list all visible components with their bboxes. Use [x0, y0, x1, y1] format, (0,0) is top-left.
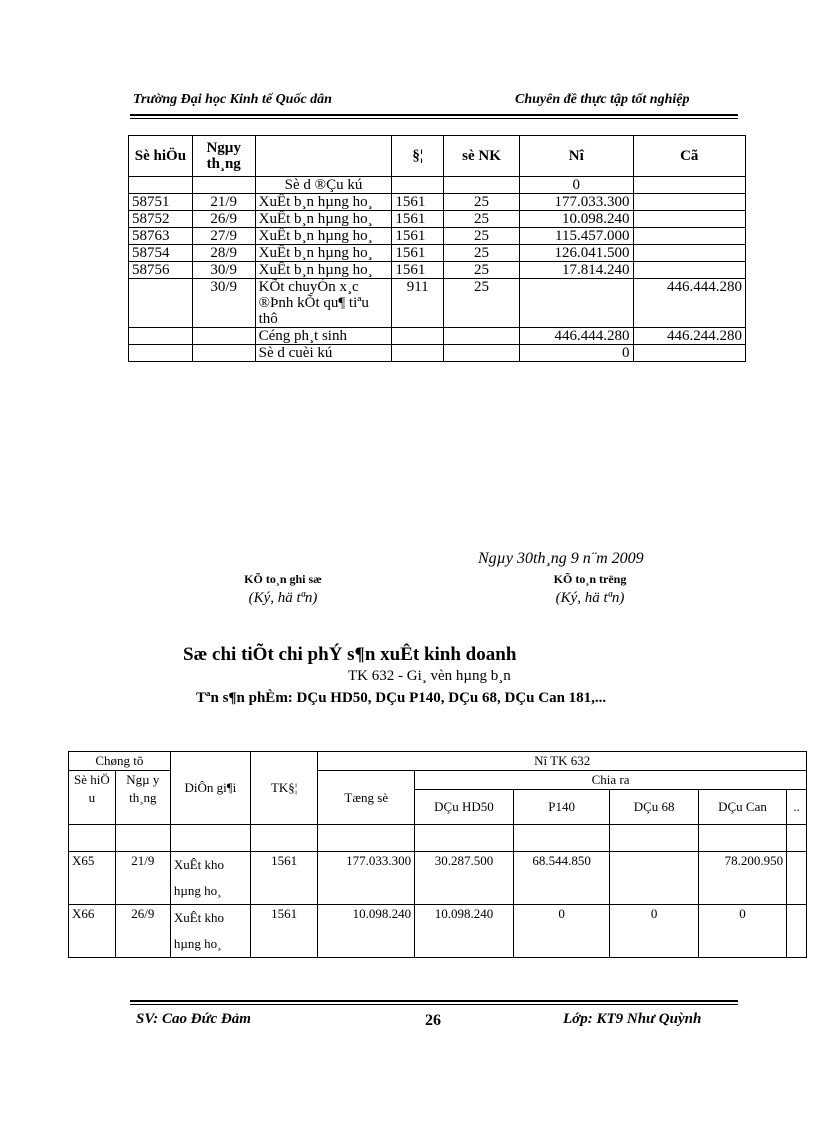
header-rule [130, 114, 738, 116]
table-row [129, 345, 746, 362]
cell [633, 262, 746, 279]
head-no: Nî TK 632 [318, 752, 807, 771]
ledger-table [128, 135, 746, 362]
head-chung-tu: Chøng tõ [69, 752, 171, 771]
col-no: Nî [520, 136, 633, 177]
table-row [129, 228, 746, 245]
cell: Céng ph¸t sinh [255, 328, 392, 345]
cell: 78.200.950 [698, 852, 786, 905]
head-ngay: Ngµ y th¸ng [115, 771, 170, 825]
cell [633, 177, 746, 194]
cell: XuÊt b¸n hµng ho¸ [255, 262, 392, 279]
cell [415, 825, 514, 852]
cell: 1561 [392, 211, 444, 228]
cell: 177.033.300 [520, 194, 633, 211]
cell: 126.041.500 [520, 245, 633, 262]
head-so-hieu: Sè hiÖ u [69, 771, 116, 825]
cell: XuÊt kho hµng ho¸ [170, 905, 250, 958]
cell: 1561 [392, 262, 444, 279]
table-row [69, 905, 807, 958]
signature-right-note: (Ký, hä tªn) [555, 590, 625, 606]
cell [129, 177, 193, 194]
cell: 0 [520, 177, 633, 194]
cell: XuÊt b¸n hµng ho¸ [255, 228, 392, 245]
cell [633, 194, 746, 211]
cell: 26/9 [115, 905, 170, 958]
table-row [129, 211, 746, 228]
cell: 25 [444, 262, 520, 279]
cell: 10.098.240 [520, 211, 633, 228]
cell [129, 345, 193, 362]
section-product: Tªn s¶n phÈm: DÇu HD50, DÇu P140, DÇu 68, DÇu Can 181,... [196, 690, 607, 706]
cell [392, 345, 444, 362]
cell: 30/9 [192, 279, 255, 328]
cell: 10.098.240 [415, 905, 514, 958]
cell: 26/9 [192, 211, 255, 228]
cell [633, 211, 746, 228]
signature-date: Ngµy 30th¸ng 9 n¨m 2009 [478, 550, 644, 567]
cell: XuÊt b¸n hµng ho¸ [255, 245, 392, 262]
cell: XuÊt kho hµng ho¸ [170, 852, 250, 905]
cell: 28/9 [192, 245, 255, 262]
signature-left-title: KÕ to¸n ghi sæ [244, 572, 322, 586]
cell: 0 [513, 905, 610, 958]
col-so-nk: sè NK [444, 136, 520, 177]
cell [633, 345, 746, 362]
table-row [129, 262, 746, 279]
footer-rule-thin [130, 1004, 738, 1005]
head-tong: Tæng sè [318, 771, 415, 825]
cell: 25 [444, 245, 520, 262]
table-row [129, 177, 746, 194]
cell [250, 825, 318, 852]
footer-rule [130, 1000, 738, 1002]
cell [392, 328, 444, 345]
cell [192, 177, 255, 194]
signature-right-title: KÕ to¸n trëng [553, 572, 627, 586]
table-row [129, 194, 746, 211]
table-row [129, 328, 746, 345]
cell: 58751 [129, 194, 193, 211]
cell: 1561 [250, 905, 318, 958]
cell: 177.033.300 [318, 852, 415, 905]
cell: 25 [444, 279, 520, 328]
cell: Sè d ®Çu kú [255, 177, 392, 194]
cell [787, 825, 807, 852]
cell: 446.444.280 [633, 279, 746, 328]
cell [444, 345, 520, 362]
cell: 30.287.500 [415, 852, 514, 905]
head-dau68: DÇu 68 [610, 790, 698, 825]
table-row [69, 852, 807, 905]
cell [192, 345, 255, 362]
cell: 58763 [129, 228, 193, 245]
cell [392, 177, 444, 194]
cell: Sè d cuèi kú [255, 345, 392, 362]
cell [610, 852, 698, 905]
cell: 0 [610, 905, 698, 958]
cell: 911 [392, 279, 444, 328]
header-school: Trường Đại học Kinh tế Quốc dân [133, 92, 332, 107]
header-topic: Chuyên đề thực tập tốt nghiệp [515, 92, 690, 107]
ledger-header-row [129, 136, 746, 177]
cell [444, 177, 520, 194]
section-title: Sæ chi tiÕt chi phÝ s¶n xuÊt kinh doanh [183, 644, 517, 665]
head-dien-giai: DiÔn gi¶i [170, 752, 250, 825]
table-row [129, 279, 746, 328]
cell: 25 [444, 228, 520, 245]
header-rule-thin [130, 118, 738, 119]
cell [129, 328, 193, 345]
cell: 25 [444, 194, 520, 211]
head-can: DÇu Can [698, 790, 786, 825]
cell [610, 825, 698, 852]
col-so-hieu: Sè hiÖu [129, 136, 193, 177]
cell [318, 825, 415, 852]
cell: 115.457.000 [520, 228, 633, 245]
cell: 21/9 [192, 194, 255, 211]
cell [69, 825, 116, 852]
cell: 58754 [129, 245, 193, 262]
cell: 1561 [392, 228, 444, 245]
cell [787, 905, 807, 958]
footer-class: Lớp: KT9 Như Quỳnh [563, 1011, 702, 1027]
cell [520, 279, 633, 328]
cell: 0 [698, 905, 786, 958]
cell: 68.544.850 [513, 852, 610, 905]
cell: 25 [444, 211, 520, 228]
detail-spacer-row [69, 825, 807, 852]
cell: 1561 [392, 194, 444, 211]
cell [787, 852, 807, 905]
cell: 17.814.240 [520, 262, 633, 279]
head-more: .. [787, 790, 807, 825]
section-subtitle: TK 632 - Gi¸ vèn hµng b¸n [348, 668, 511, 684]
cell [513, 825, 610, 852]
cell [170, 825, 250, 852]
cell [444, 328, 520, 345]
cell: 1561 [392, 245, 444, 262]
cell: XuÊt b¸n hµng ho¸ [255, 194, 392, 211]
cell: 446.444.280 [520, 328, 633, 345]
cell: 446.244.280 [633, 328, 746, 345]
cell: 30/9 [192, 262, 255, 279]
col-ngay: Ngµy th¸ng [192, 136, 255, 177]
cell: 58752 [129, 211, 193, 228]
cell [698, 825, 786, 852]
cell: 58756 [129, 262, 193, 279]
cell: 10.098.240 [318, 905, 415, 958]
cell: 1561 [250, 852, 318, 905]
cell: X65 [69, 852, 116, 905]
cell [633, 245, 746, 262]
signature-left-note: (Ký, hä tªn) [248, 590, 318, 606]
cell [192, 328, 255, 345]
col-dien-giai [255, 136, 392, 177]
head-chia-ra: Chia ra [415, 771, 807, 790]
cell: KÕt chuyÓn x¸c ®Þnh kÕt qu¶ tiªu thô [255, 279, 392, 328]
head-p140: P140 [513, 790, 610, 825]
detail-header-row-1 [69, 752, 807, 771]
footer-page-number: 26 [425, 1012, 441, 1029]
head-tk: TK§¦ [250, 752, 318, 825]
cell: 27/9 [192, 228, 255, 245]
col-tk: §¦ [392, 136, 444, 177]
cell: 0 [520, 345, 633, 362]
cell: X66 [69, 905, 116, 958]
cell [115, 825, 170, 852]
head-hd50: DÇu HD50 [415, 790, 514, 825]
footer-student: SV: Cao Đức Đảm [136, 1011, 251, 1027]
col-co: Cã [633, 136, 746, 177]
cell: XuÊt b¸n hµng ho¸ [255, 211, 392, 228]
cell: 21/9 [115, 852, 170, 905]
cell [633, 228, 746, 245]
detail-table [68, 751, 807, 958]
table-row [129, 245, 746, 262]
cell [129, 279, 193, 328]
